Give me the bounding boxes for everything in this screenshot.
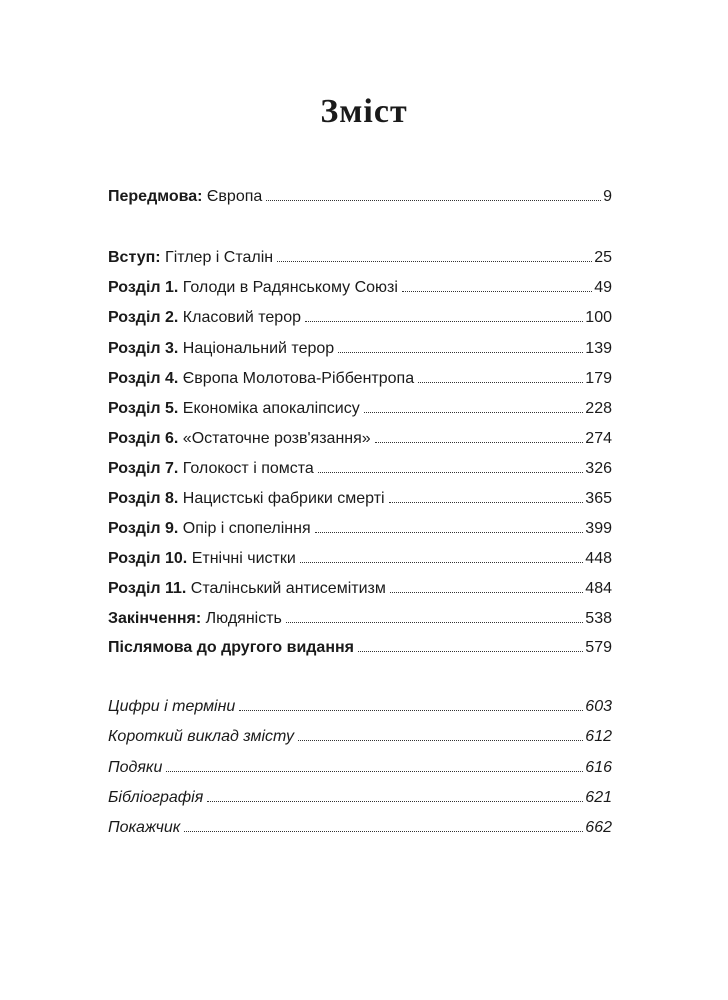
toc-entry-page: 612: [585, 728, 612, 745]
toc-entry-chapter-6[interactable]: [108, 428, 612, 450]
toc-entry-chapter-1[interactable]: [108, 277, 612, 299]
toc-entry-chapter-10[interactable]: [108, 548, 612, 570]
toc-entry-page: 579: [585, 639, 612, 656]
toc-entry-page: 100: [585, 309, 612, 326]
dot-leader: [358, 651, 583, 652]
dot-leader: [315, 532, 584, 533]
dot-leader: [338, 352, 583, 353]
toc-entry-text: Опір і спопеління: [178, 520, 311, 537]
toc-entry-page: 179: [585, 370, 612, 387]
toc-entry-page: 603: [585, 698, 612, 715]
toc-entry-text: Цифри і терміни: [108, 698, 236, 715]
toc-entry-label: [108, 458, 314, 480]
toc-entry-page: 326: [585, 460, 612, 477]
toc-entry-index[interactable]: [108, 817, 612, 839]
dot-leader: [305, 321, 583, 322]
toc-entry-page: 621: [585, 789, 612, 806]
toc-entry-chapter-3[interactable]: [108, 338, 612, 360]
toc-entry-prefix: Розділ 4.: [108, 370, 179, 387]
toc-entry-afterword[interactable]: [108, 637, 612, 659]
toc-entry-label: [108, 247, 273, 269]
toc-entry-label: [108, 578, 386, 600]
dot-leader: [375, 442, 584, 443]
toc-entry-label: [108, 307, 301, 329]
toc-entry-prefix: Закінчення:: [108, 610, 202, 627]
toc-entry-page: 538: [585, 610, 612, 627]
toc-entry-page: 49: [594, 279, 612, 296]
page-title: Зміст: [320, 93, 408, 130]
dot-leader: [207, 801, 583, 802]
toc-entry-label: [108, 428, 371, 450]
toc-entry-bibliography[interactable]: [108, 787, 612, 809]
toc-entry-text: Подяки: [108, 759, 163, 776]
dot-leader: [418, 382, 583, 383]
dot-leader: [166, 771, 583, 772]
toc-entry-text: «Остаточне розв'язання»: [178, 430, 371, 447]
toc-entry-page: 25: [594, 249, 612, 266]
dot-leader: [184, 831, 583, 832]
toc-entry-prefix: Розділ 8.: [108, 490, 179, 507]
toc-entry-acknowledgements[interactable]: [108, 757, 612, 779]
dot-leader: [239, 710, 583, 711]
toc-entry-text: Національний терор: [178, 340, 335, 357]
dot-leader: [286, 622, 583, 623]
toc-entry-chapter-4[interactable]: [108, 368, 612, 390]
dot-leader: [390, 592, 583, 593]
toc-entry-text: Післямова до другого видання: [108, 639, 354, 656]
toc-entry-prefix: Розділ 10.: [108, 550, 188, 567]
toc-entry-chapter-8[interactable]: [108, 488, 612, 510]
dot-leader: [298, 740, 583, 741]
toc-entry-text: Нацистські фабрики смерті: [178, 490, 385, 507]
toc-entry-introduction[interactable]: [108, 247, 612, 269]
toc-entry-text: Людяність: [201, 610, 282, 627]
toc-entry-text: Класовий терор: [178, 309, 301, 326]
toc-entry-text: Економіка апокаліпсису: [178, 400, 360, 417]
toc-entry-label: [108, 338, 334, 360]
toc-entry-chapter-7[interactable]: [108, 458, 612, 480]
dot-leader: [402, 291, 592, 292]
dot-leader: [364, 412, 584, 413]
toc-entry-text: Короткий виклад змісту: [108, 728, 295, 745]
toc-entry-text: Голоди в Радянському Союзі: [178, 279, 398, 296]
toc-entry-prefix: Розділ 9.: [108, 520, 179, 537]
toc-entry-page: 9: [603, 188, 612, 205]
toc-entry-page: 662: [585, 819, 612, 836]
toc-entry-label: [108, 518, 311, 540]
toc-entry-summary[interactable]: [108, 726, 612, 748]
toc-entry-page: 365: [585, 490, 612, 507]
toc-entry-prefix: Розділ 1.: [108, 279, 179, 296]
dot-leader: [300, 562, 584, 563]
toc-entry-label: [108, 368, 414, 390]
toc-entry-text: Етнічні чистки: [187, 550, 296, 567]
toc-entry-label: [108, 548, 296, 570]
toc-entry-page: 139: [585, 340, 612, 357]
toc-entry-figures-terms[interactable]: [108, 696, 612, 718]
toc-entry-text: Покажчик: [108, 819, 181, 836]
toc-entry-page: 616: [585, 759, 612, 776]
toc-entry-text: Європа: [202, 188, 263, 205]
toc-entry-chapter-11[interactable]: [108, 578, 612, 600]
toc-entry-label: [108, 277, 398, 299]
toc-entry-preface[interactable]: [108, 186, 612, 208]
toc-entry-page: 484: [585, 580, 612, 597]
toc-entry-prefix: Розділ 7.: [108, 460, 179, 477]
toc-entry-text: Сталінський антисемітизм: [186, 580, 386, 597]
toc-entry-conclusion[interactable]: [108, 608, 612, 630]
toc-entry-page: 274: [585, 430, 612, 447]
toc-entry-chapter-9[interactable]: [108, 518, 612, 540]
toc-entry-chapter-2[interactable]: [108, 307, 612, 329]
toc-entry-label: [108, 488, 385, 510]
toc-entry-text: Бібліографія: [108, 789, 204, 806]
dot-leader: [389, 502, 584, 503]
toc-entry-label: [108, 608, 282, 630]
toc-entry-chapter-5[interactable]: [108, 398, 612, 420]
toc-entry-prefix: Розділ 6.: [108, 430, 179, 447]
toc-entry-page: 399: [585, 520, 612, 537]
dot-leader: [318, 472, 583, 473]
toc-entry-prefix: Розділ 11.: [108, 580, 187, 597]
toc-entry-text: Гітлер і Сталін: [160, 249, 274, 266]
toc-entry-prefix: Передмова:: [108, 188, 203, 205]
toc-entry-page: 228: [585, 400, 612, 417]
dot-leader: [266, 200, 601, 201]
toc-entry-prefix: Розділ 2.: [108, 309, 179, 326]
toc-entry-text: Голокост і помста: [178, 460, 314, 477]
toc-entry-page: 448: [585, 550, 612, 567]
toc-entry-text: Європа Молотова-Ріббентропа: [178, 370, 415, 387]
toc-entry-prefix: Розділ 3.: [108, 340, 179, 357]
dot-leader: [277, 261, 592, 262]
toc-entry-prefix: Вступ:: [108, 249, 161, 266]
toc-entry-label: [108, 186, 262, 208]
toc-entry-prefix: Розділ 5.: [108, 400, 179, 417]
toc-entry-label: [108, 398, 360, 420]
